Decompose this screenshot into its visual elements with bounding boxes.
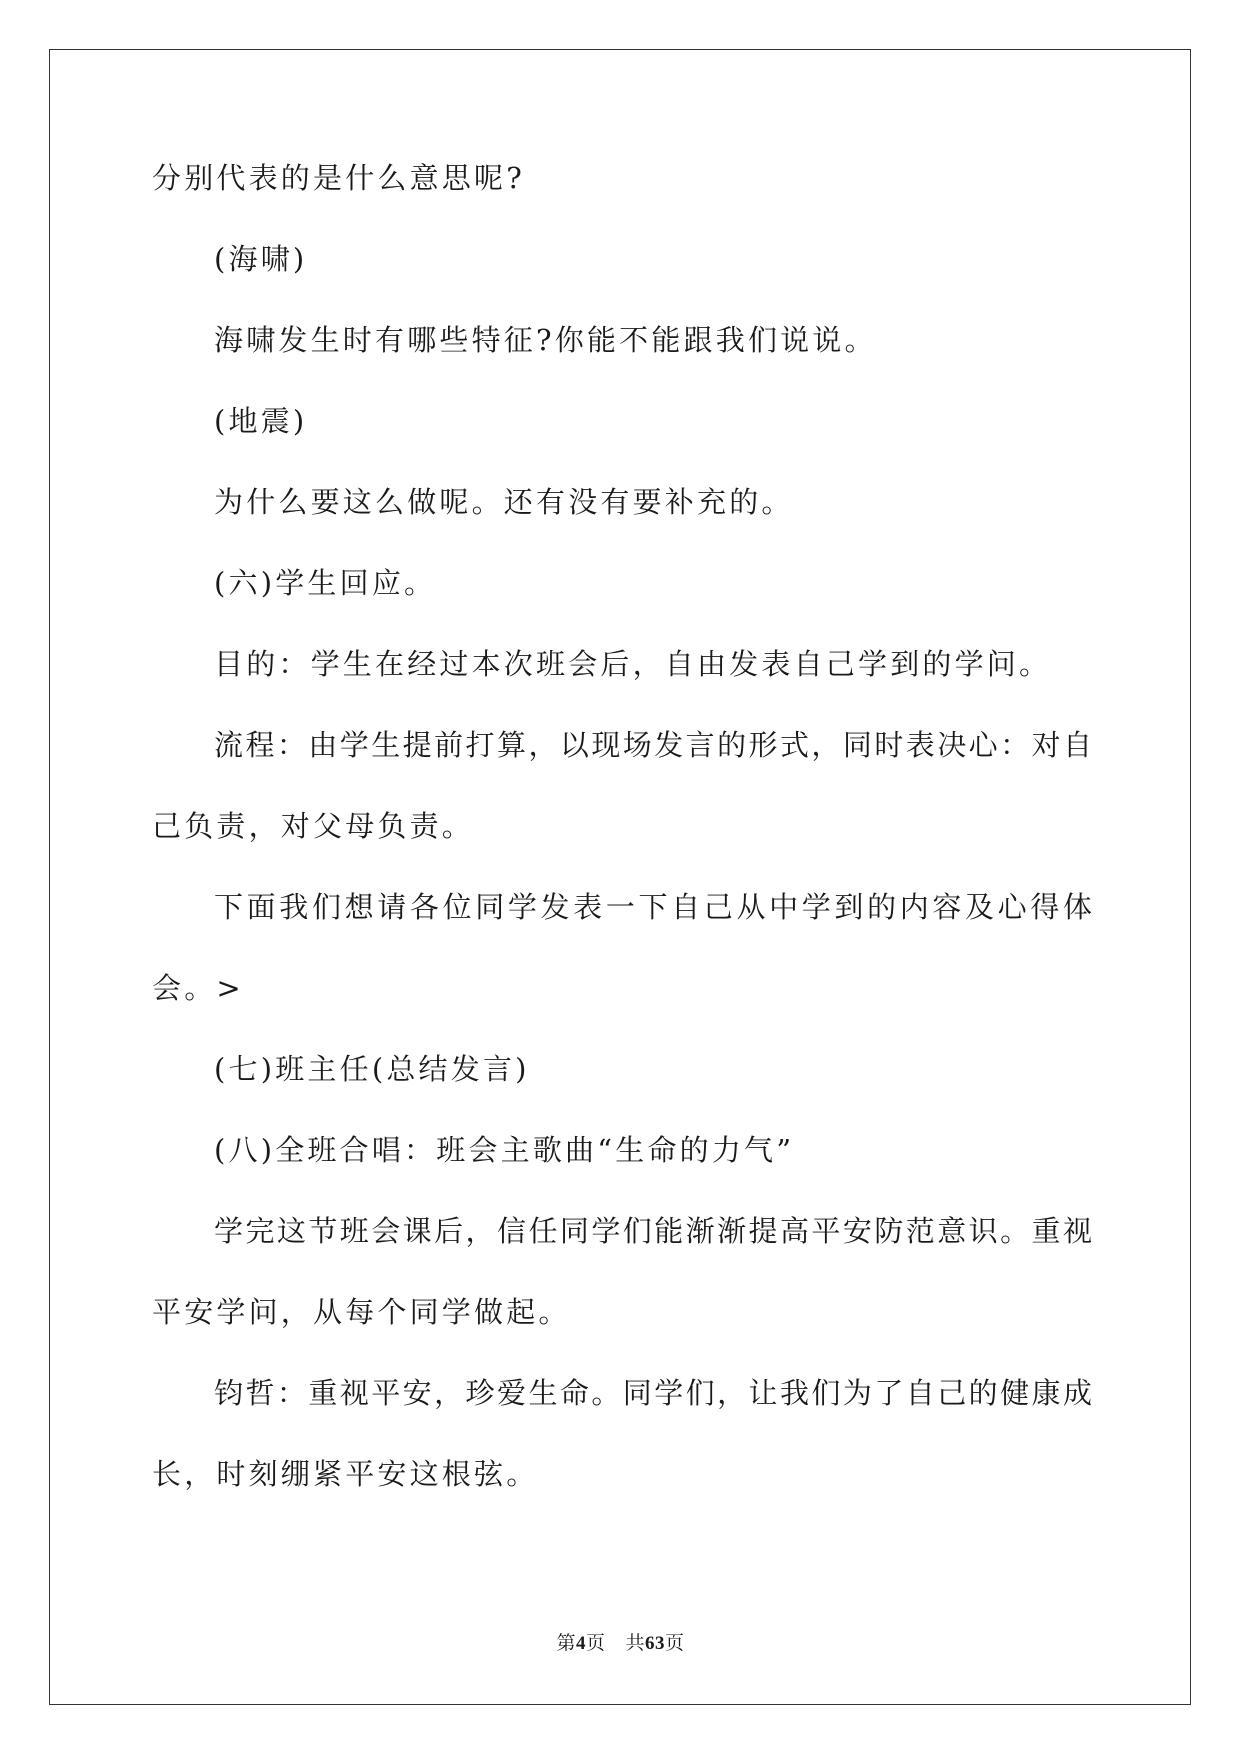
- total-prefix: 共: [625, 1633, 646, 1654]
- total-pages: 63: [645, 1633, 666, 1654]
- paragraph-line: 下面我们想请各位同学发表一下自己从中学到的内容及心得体: [214, 890, 1092, 924]
- paragraph-line: 平安学问，从每个同学做起。: [152, 1295, 571, 1329]
- paragraph-line: 己负责，对父母负责。: [152, 809, 475, 843]
- page-prefix: 第: [556, 1633, 576, 1654]
- paragraph-line: (海啸): [214, 242, 308, 276]
- paragraph-line: 学完这节班会课后，信任同学们能渐渐提高平安防范意识。重视: [214, 1214, 1092, 1248]
- total-suffix: 页: [665, 1633, 685, 1654]
- paragraph-line: 长，时刻绷紧平安这根弦。: [152, 1457, 539, 1491]
- paragraph-line: 为什么要这么做呢。还有没有要补充的。: [214, 485, 794, 519]
- document-body: [152, 158, 1092, 1535]
- paragraph-line: 目的：学生在经过本次班会后，自由发表自己学到的学问。: [214, 647, 1052, 681]
- paragraph-line: 钧哲：重视平安，珍爱生命。同学们，让我们为了自己的健康成: [214, 1376, 1092, 1410]
- paragraph-line: 分别代表的是什么意思呢?: [152, 161, 525, 195]
- paragraph-line: 海啸发生时有哪些特征?你能不能跟我们说说。: [214, 323, 877, 357]
- page-footer: [0, 1631, 1241, 1657]
- page-suffix: 页: [585, 1633, 606, 1654]
- page-number: 4: [575, 1633, 586, 1654]
- paragraph-line: 流程：由学生提前打算，以现场发言的形式，同时表决心：对自: [214, 728, 1092, 762]
- paragraph-line: 会。>: [152, 971, 244, 1005]
- paragraph-line: (七)班主任(总结发言): [214, 1052, 530, 1086]
- paragraph-line: (六)学生回应。: [214, 566, 437, 600]
- paragraph-line: (地震): [214, 404, 308, 438]
- paragraph-line: (八)全班合唱：班会主歌曲“生命的力气”: [214, 1133, 795, 1167]
